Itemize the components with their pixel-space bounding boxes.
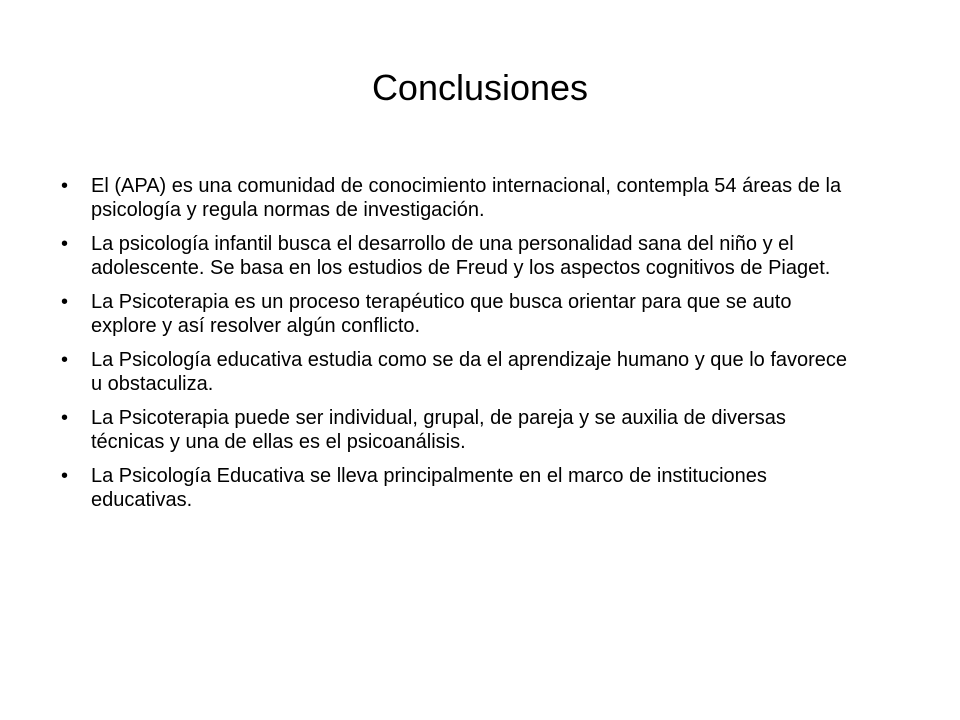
bullet-text: La psicología infantil busca el desarrollo de una personalidad sana del niño y el adolescente. Se basa en los estudios de Freud y los aspectos cognitivos de Piaget. — [91, 233, 831, 279]
slide-title: Conclusiones — [371, 67, 589, 108]
bullet-icon: • — [61, 233, 69, 255]
bullet-icon: • — [61, 349, 69, 371]
bullet-text: La Psicología Educativa se lleva principalmente en el marco de instituciones educativas. — [91, 465, 767, 511]
bullet-text: La Psicoterapia puede ser individual, grupal, de pareja y se auxilia de diversas técnicas y una de ellas es el psicoanálisis. — [91, 407, 786, 453]
bullet-item — [61, 232, 861, 280]
bullet-item — [61, 174, 861, 222]
bullet-list — [61, 174, 861, 522]
bullet-item — [61, 348, 861, 396]
bullet-text: El (APA) es una comunidad de conocimiento internacional, contempla 54 áreas de la psicología y regula normas de investigación. — [91, 175, 842, 221]
bullet-text: La Psicología educativa estudia como se da el aprendizaje humano y que lo favorece u obstaculiza. — [91, 349, 848, 395]
bullet-icon: • — [61, 291, 69, 313]
bullet-icon: • — [61, 175, 69, 197]
bullet-item — [61, 290, 861, 338]
bullet-item — [61, 464, 861, 512]
bullet-text: La Psicoterapia es un proceso terapéutico que busca orientar para que se auto explore y así resolver algún conflicto. — [91, 291, 792, 337]
bullet-icon: • — [61, 465, 69, 487]
bullet-item — [61, 406, 861, 454]
bullet-icon: • — [61, 407, 69, 429]
